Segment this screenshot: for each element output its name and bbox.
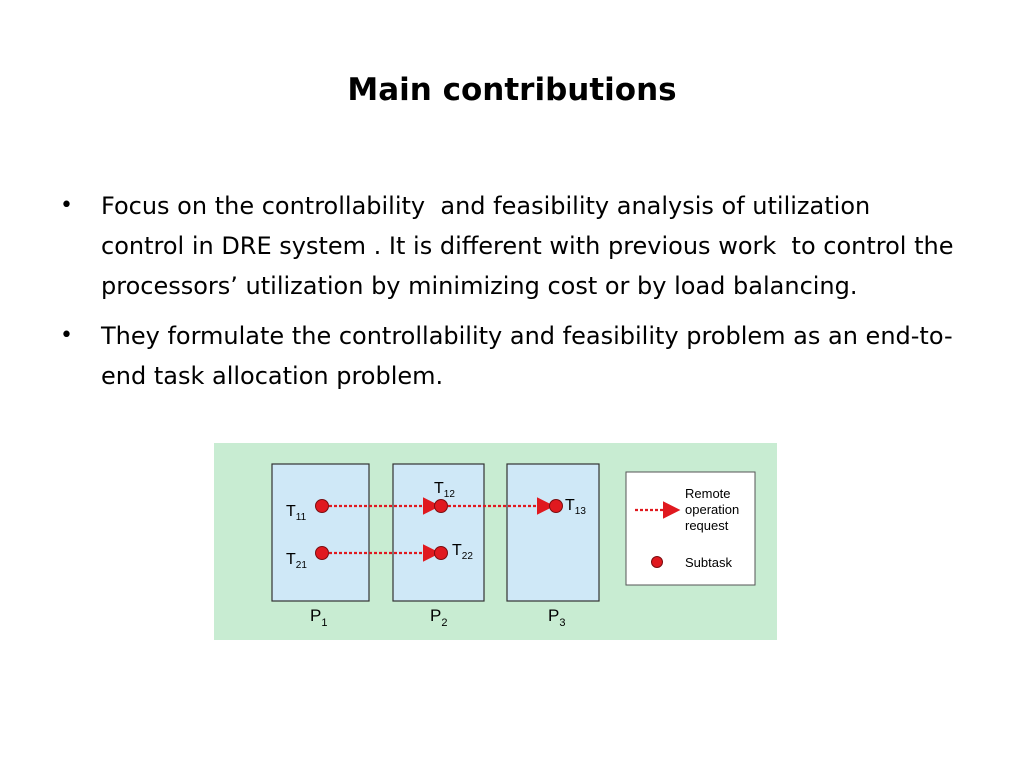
processor-box-p3	[507, 464, 599, 601]
legend-remote-line1: Remote	[685, 486, 731, 501]
processor-label-p2: $P_2$	[430, 606, 448, 629]
task-label-t11: $T_{11}$	[286, 503, 307, 523]
task-allocation-diagram	[214, 443, 777, 640]
legend-subtask-icon	[652, 557, 663, 568]
bullet-item	[60, 316, 960, 396]
legend-subtask-label: Subtask	[685, 555, 732, 570]
subtask-t11	[316, 500, 329, 513]
subtask-t12	[435, 500, 448, 513]
task-label-t21: $T_{21}$	[286, 551, 307, 571]
slide-title: Main contributions	[347, 72, 677, 108]
bullet-list	[60, 186, 960, 406]
processor-label-p3: $P_3$	[548, 606, 566, 629]
processor-label-p1: $P_1$	[310, 606, 328, 629]
bullet-icon: •	[60, 323, 73, 348]
diagram-svg	[214, 443, 777, 640]
task-label-t12: $T_{12}$	[434, 480, 455, 500]
processor-box-p1	[272, 464, 369, 601]
task-label-t13: $T_{13}$	[565, 497, 586, 517]
task-label-t22: $T_{22}$	[452, 542, 473, 562]
legend-remote-line2: operation	[685, 502, 740, 517]
bullet-icon: •	[60, 193, 73, 218]
bullet-item	[60, 186, 960, 306]
bullet-text: Focus on the controllability and feasibility analysis of utilization control in DRE system . It is different with previous work to control the processors’ utilization by minimizing cost or by load balancing.	[101, 192, 962, 300]
subtask-t13	[550, 500, 563, 513]
subtask-t22	[435, 547, 448, 560]
legend-remote-line3: request	[685, 518, 729, 533]
subtask-t21	[316, 547, 329, 560]
bullet-text: They formulate the controllability and feasibility problem as an end-to-end task allocation problem.	[101, 322, 953, 390]
